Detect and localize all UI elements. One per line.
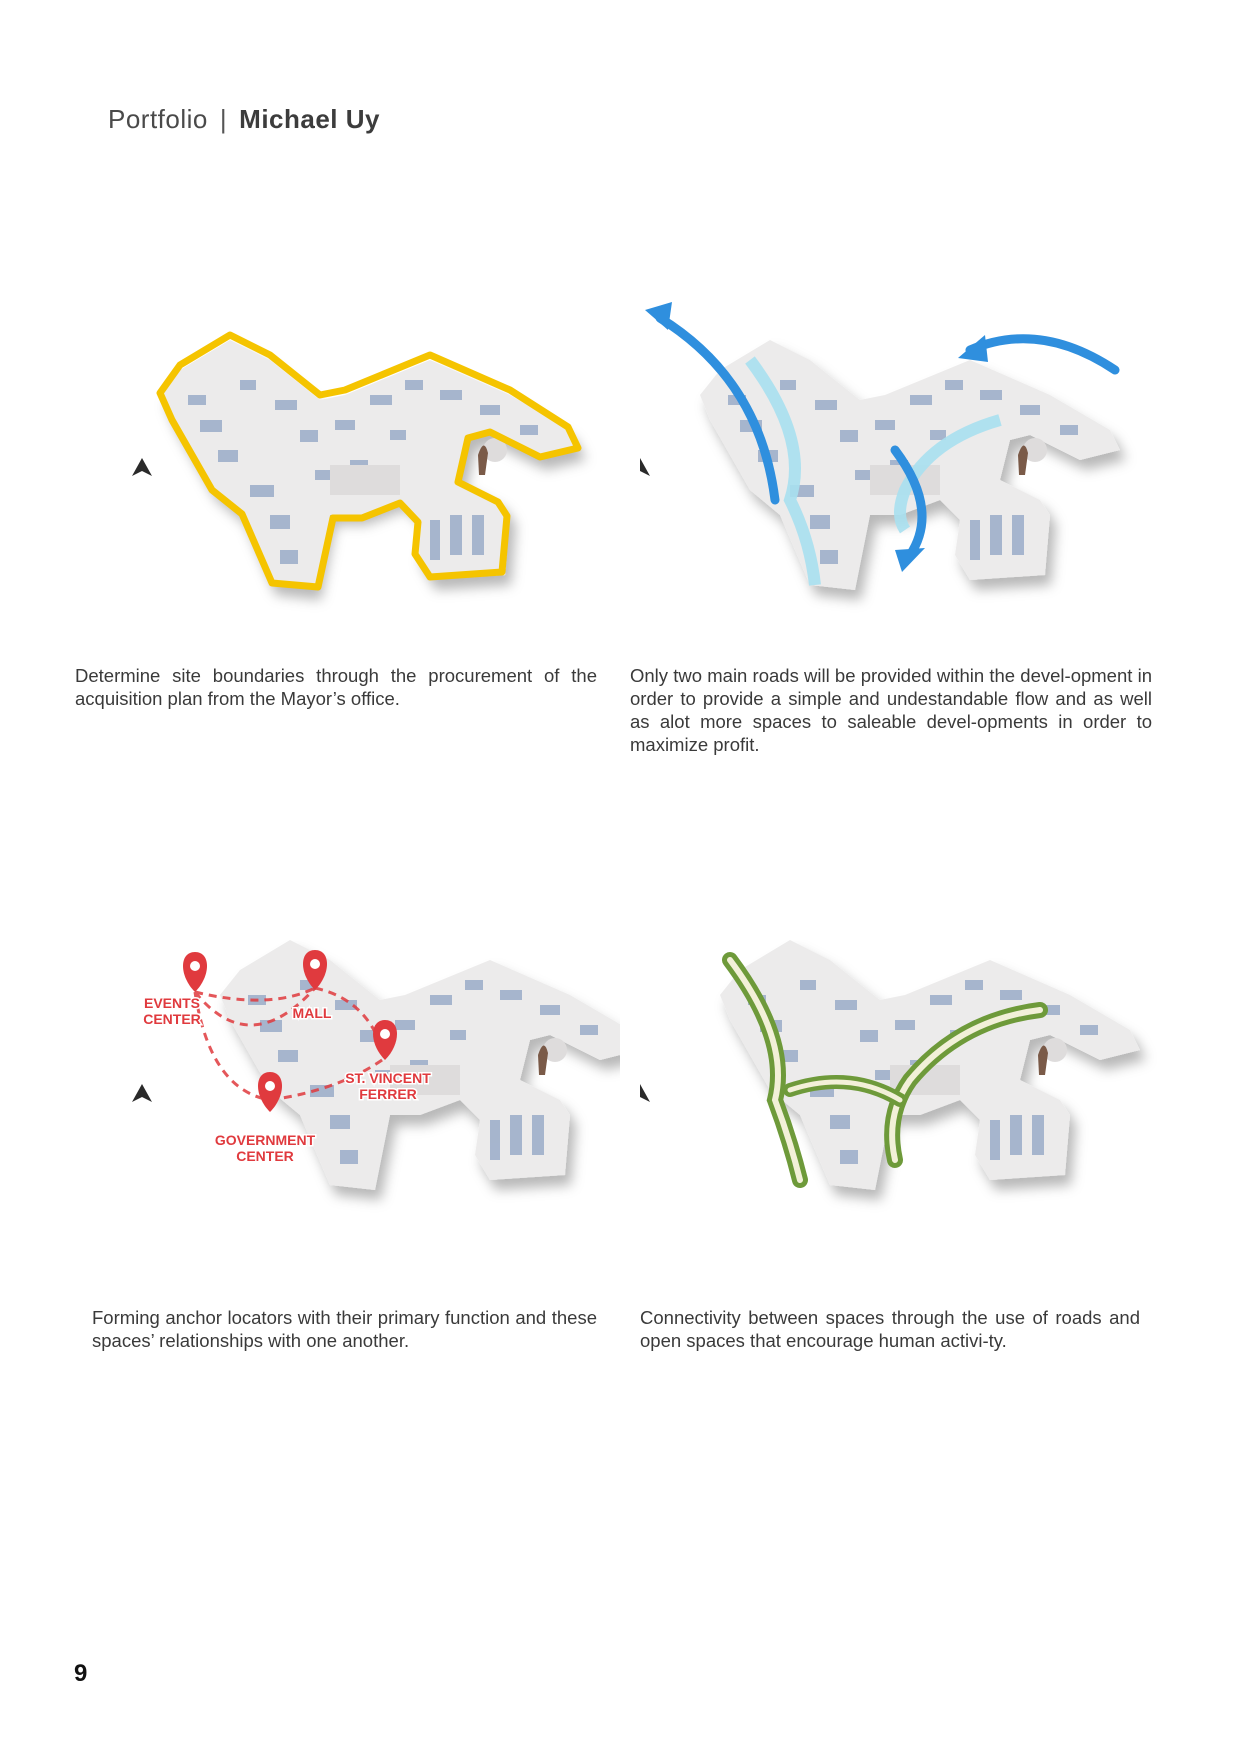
page-number: 9: [74, 1660, 88, 1687]
north-arrow-icon: [132, 458, 152, 476]
header-separator: |: [219, 104, 228, 134]
label-events-2: CENTER: [143, 1011, 201, 1027]
main-roads-diagram: [640, 300, 1160, 640]
road-arrow-east: [970, 339, 1115, 370]
connectivity-diagram: [640, 940, 1160, 1290]
portfolio-label: Portfolio: [108, 104, 208, 134]
north-arrow-icon: [640, 1084, 650, 1102]
author-name: Michael Uy: [239, 104, 380, 134]
caption-connectivity: Connectivity between spaces through the use of roads and open spaces that encourage human activi-ty.: [640, 1307, 1140, 1351]
label-vincent-1: ST. VINCENT: [345, 1070, 431, 1086]
label-events-1: EVENTS: [143, 995, 201, 1011]
site-boundary-diagram: [100, 300, 620, 640]
north-arrow-icon: [132, 1084, 152, 1102]
caption-main-roads: Only two main roads will be provided within the devel-opment in order to provide a simple and undestandable flow and as well as alot more spaces to saleable devel-opments in order to maximize profit.: [630, 665, 1152, 755]
page-header: [108, 104, 380, 135]
caption-site-boundary: Determine site boundaries through the procurement of the acquisition plan from the Mayor’s office.: [75, 665, 597, 709]
anchor-locators-diagram: [100, 940, 620, 1290]
pin-icon-events: [183, 952, 207, 992]
label-government-1: GOVERNMENT: [214, 1132, 316, 1148]
pin-icon-government: [258, 1072, 282, 1112]
north-arrow-icon: [640, 458, 650, 476]
caption-anchor-locators: Forming anchor locators with their primary function and these spaces’ relationships with one another.: [92, 1307, 597, 1351]
label-mall: MALL: [292, 1005, 332, 1021]
label-vincent-2: FERRER: [359, 1086, 417, 1102]
label-government-2: CENTER: [236, 1148, 294, 1164]
